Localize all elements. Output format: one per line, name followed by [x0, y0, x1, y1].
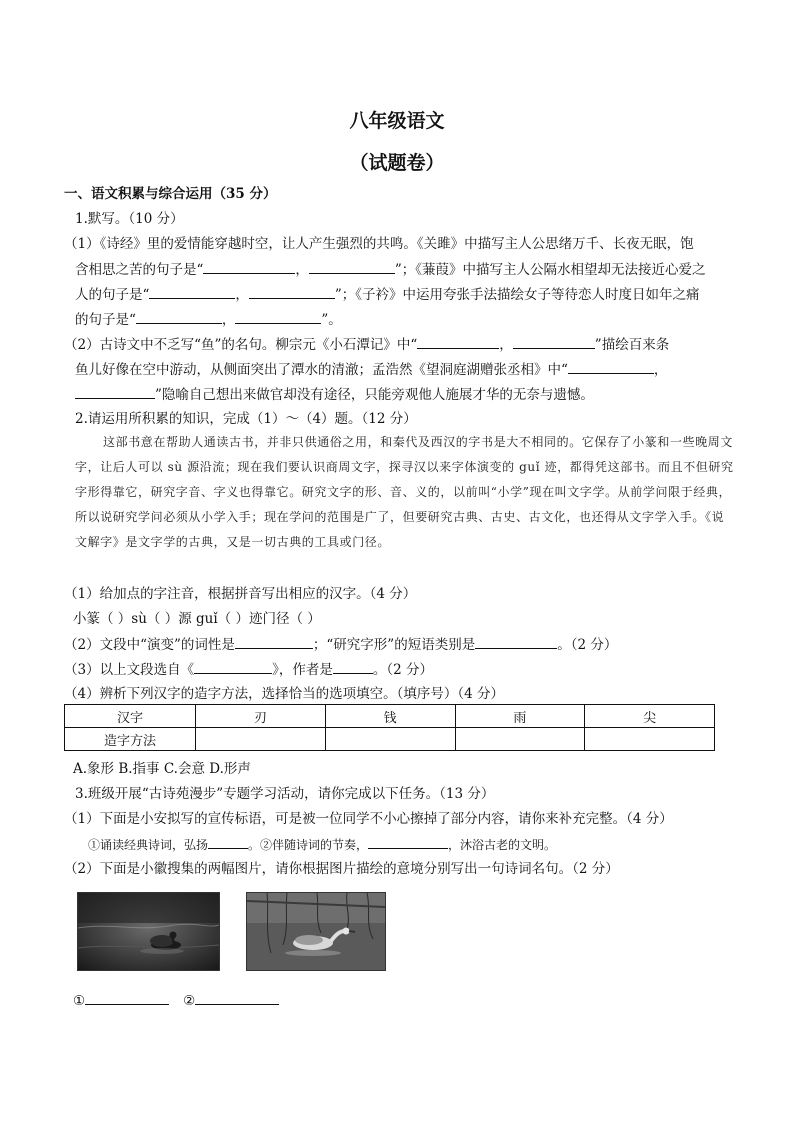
table-row-label: 造字方法 — [65, 728, 196, 751]
page-title: 八年级语文 — [349, 110, 445, 132]
text: 人的句子是“ — [75, 287, 150, 303]
table-header-cell: 尖 — [585, 705, 715, 728]
answer-marker-1: ① — [73, 993, 86, 1009]
q1-part1-line1: （1）《诗经》里的爱情能穿越时空，让人产生强烈的共鸣。《关雎》中描写主人公思绪万千、长夜无眠，饱 — [64, 236, 694, 252]
q2-options: A.象形 B.指事 C.会意 D.形声 — [73, 761, 251, 777]
text: 。（2 分） — [372, 662, 433, 678]
duck-photo-1 — [77, 892, 220, 971]
page-subtitle: （试题卷） — [349, 152, 445, 174]
text: （3）以上文段选自《 — [64, 662, 195, 678]
text: ，沐浴古老的文明。 — [448, 838, 557, 852]
text: ”隐喻自己想出来做官却没有途径，只能旁观他人施展才华的无奈与遗憾。 — [155, 387, 594, 403]
answer-marker-2: ② — [183, 993, 196, 1009]
table-header-cell: 汉字 — [65, 705, 196, 728]
q3-slogans — [88, 834, 748, 855]
answer-blank-1[interactable] — [85, 990, 169, 1005]
table-row — [65, 728, 715, 751]
blank[interactable] — [568, 359, 654, 374]
q1-part2-line3 — [75, 384, 735, 405]
q2-sub1-title: （1）给加点的字注音，根据拼音写出相应的汉字。（4 分） — [64, 586, 417, 602]
blank[interactable] — [513, 334, 595, 349]
blank[interactable] — [136, 309, 222, 324]
blank[interactable] — [208, 834, 248, 849]
q2-sub3 — [64, 659, 724, 680]
table-header-cell: 雨 — [455, 705, 585, 728]
blank[interactable] — [249, 284, 335, 299]
text: ”描绘百来条 — [594, 337, 670, 353]
answer-cell[interactable] — [325, 728, 455, 751]
text: ， — [653, 362, 668, 378]
text: ， — [235, 287, 249, 303]
answer-cell[interactable] — [196, 728, 326, 751]
blank[interactable] — [309, 259, 395, 274]
text: ， — [295, 262, 309, 278]
duck-photo-2 — [246, 892, 386, 971]
text: ”。 — [321, 312, 342, 328]
text: ， — [221, 312, 236, 328]
duck-image-1 — [78, 893, 219, 970]
blank[interactable] — [333, 659, 373, 674]
blank[interactable] — [368, 834, 448, 849]
blank[interactable] — [235, 309, 321, 324]
text: ”；《蒹葭》中描写主人公隔水相望却无法接近心爱之 — [394, 262, 706, 278]
table-row — [65, 705, 715, 728]
character-table — [64, 704, 715, 751]
text: （2）文段中“演变”的词性是 — [64, 637, 235, 653]
text: 鱼儿好像在空中游动，从侧面突出了潭水的清澈；孟浩然《望洞庭湖赠张丞相》中“ — [75, 362, 568, 378]
text: 。②伴随诗词的节奏， — [248, 838, 369, 852]
answer-cell[interactable] — [455, 728, 585, 751]
blank[interactable] — [194, 659, 272, 674]
q1-stem: 1.默写。（10 分） — [75, 211, 184, 227]
answer-cell[interactable] — [585, 728, 715, 751]
text: ”；《子衿》中运用夸张手法描绘女子等待恋人时度日如年之痛 — [334, 287, 700, 303]
q3-stem: 3.班级开展“古诗苑漫步”专题学习活动，请你完成以下任务。（13 分） — [75, 786, 495, 802]
text: 的句子是“ — [75, 312, 136, 328]
text: ①诵读经典诗词，弘扬 — [88, 838, 209, 852]
q3-answer-line — [73, 990, 733, 1011]
table-header-cell: 刃 — [196, 705, 326, 728]
q1-part2-line2 — [75, 359, 735, 380]
q3-sub1: （1）下面是小安拟写的宣传标语，可是被一位同学不小心擦掉了部分内容，请你来补充完整。（4 分） — [64, 811, 673, 827]
blank[interactable] — [203, 259, 295, 274]
blank[interactable] — [75, 384, 155, 399]
blank[interactable] — [149, 284, 235, 299]
q2-sub2 — [64, 634, 724, 655]
q1-part1-line3 — [75, 284, 735, 305]
q1-part1-line4 — [75, 309, 735, 330]
text: （2）古诗文中不乏写“鱼”的名句。柳宗元《小石潭记》中“ — [64, 337, 418, 353]
text: ；“研究字形”的短语类别是 — [312, 637, 476, 653]
text: 含相思之苦的句子是“ — [75, 262, 204, 278]
q3-sub2: （2）下面是小徽搜集的两幅图片，请你根据图片描绘的意境分别写出一句诗词名句。（2 分） — [64, 861, 619, 877]
answer-blank-2[interactable] — [195, 990, 279, 1005]
q1-part1-line2 — [75, 259, 735, 280]
blank[interactable] — [235, 634, 313, 649]
text: 。（2 分） — [557, 637, 618, 653]
section-heading: 一、语文积累与综合运用（35 分） — [64, 186, 277, 202]
q2-passage: 这部书意在帮助人通读古书，并非只供通俗之用，和秦代及西汉的字书是大不相同的。它保存了小篆和一些晚周文字，让后人可以 sù 源沿流；现在我们要认识商周文字，探寻汉以来字体演变的 guǐ 迹，都得凭这部书。而且不但研究字形得靠它，研究字音、字义也得靠它。研究文字的形、音、义的，以前叫“小学”现在叫文字学。从前学问限于经典，所以说研究学问必须从小学入手；现在学问的范围是广了，但要研究古典、古史、古文化，也还得从文字学入手。《说文解字》是文字学的古典，又是一切古典的工具或门径。 — [75, 435, 734, 549]
text: 》，作者是 — [272, 662, 333, 678]
duck-image-2 — [247, 893, 385, 970]
table-header-cell: 钱 — [325, 705, 455, 728]
text: ， — [499, 337, 513, 353]
q2-sub4: （4）辨析下列汉字的造字方法，选择恰当的选项填空。（填序号）（4 分） — [64, 686, 504, 702]
q2-stem: 2.请运用所积累的知识，完成（1）～（4）题。（12 分） — [75, 411, 417, 427]
q2-sub1-items: 小篆（ ）sù（ ）源 guǐ（ ）迹门径（ ） — [73, 611, 321, 627]
blank[interactable] — [475, 634, 557, 649]
q1-part2-line1 — [64, 334, 724, 355]
blank[interactable] — [417, 334, 499, 349]
